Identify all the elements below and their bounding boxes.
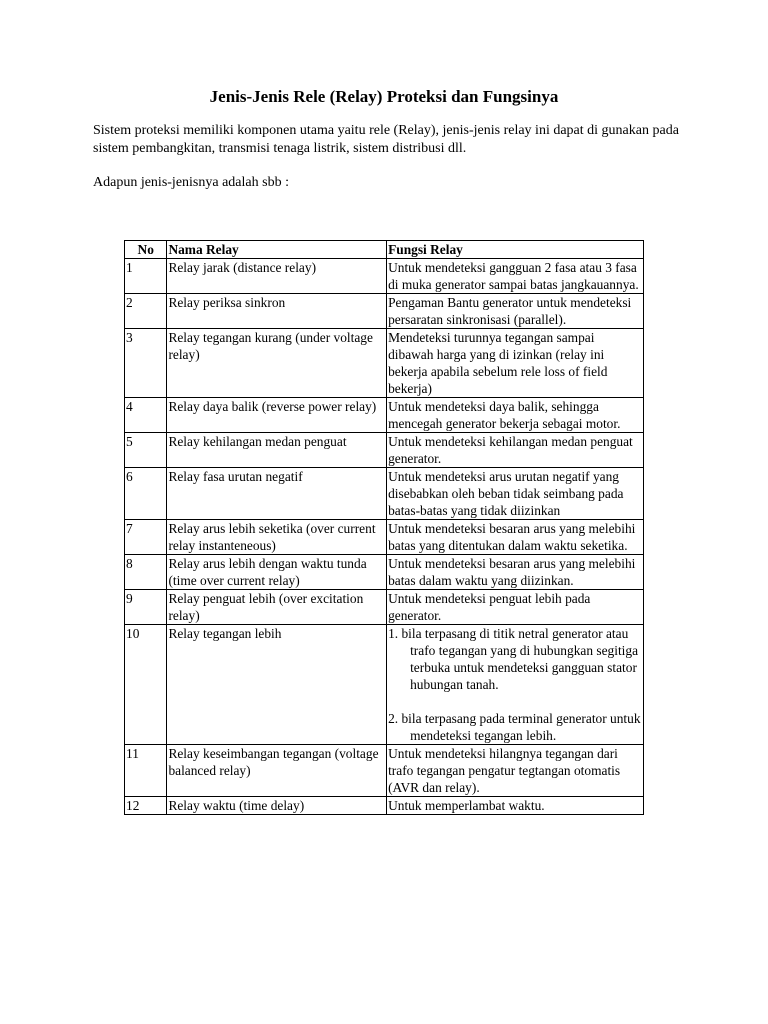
cell-function: Untuk mendeteksi kehilangan medan penguat generator. — [387, 433, 644, 468]
cell-name: Relay periksa sinkron — [167, 294, 387, 329]
cell-name: Relay penguat lebih (over excitation relay) — [167, 590, 387, 625]
cell-function: Untuk memperlambat waktu. — [387, 797, 644, 815]
cell-no: 2 — [125, 294, 167, 329]
table-row — [125, 398, 644, 433]
table-header-row — [125, 241, 644, 259]
header-name: Nama Relay — [167, 241, 387, 259]
cell-no: 8 — [125, 555, 167, 590]
cell-function: Mendeteksi turunnya tegangan sampai dibawah harga yang di izinkan (relay ini bekerja apabila sebelum rele loss of field bekerja) — [387, 329, 644, 398]
table-row — [125, 797, 644, 815]
cell-no: 12 — [125, 797, 167, 815]
cell-no: 7 — [125, 520, 167, 555]
header-function: Fungsi Relay — [387, 241, 644, 259]
header-no: No — [125, 241, 167, 259]
table-row — [125, 555, 644, 590]
intro-paragraph: Sistem proteksi memiliki komponen utama yaitu rele (Relay), jenis-jenis relay ini dapat di gunakan pada sistem pembangkitan, transmisi tenaga listrik, sistem distribusi dll. — [93, 123, 679, 156]
cell-name: Relay arus lebih dengan waktu tunda (time over current relay) — [167, 555, 387, 590]
cell-function — [387, 625, 644, 745]
cell-name: Relay waktu (time delay) — [167, 797, 387, 815]
function-list — [388, 625, 642, 744]
cell-name: Relay tegangan kurang (under voltage relay) — [167, 329, 387, 398]
cell-no: 6 — [125, 468, 167, 520]
table-row — [125, 329, 644, 398]
table-row — [125, 259, 644, 294]
table-row — [125, 625, 644, 745]
cell-name: Relay kehilangan medan penguat — [167, 433, 387, 468]
cell-name: Relay arus lebih seketika (over current relay instanteneous) — [167, 520, 387, 555]
cell-name: Relay jarak (distance relay) — [167, 259, 387, 294]
cell-name: Relay keseimbangan tegangan (voltage balanced relay) — [167, 745, 387, 797]
cell-no: 9 — [125, 590, 167, 625]
cell-function: Untuk mendeteksi hilangnya tegangan dari trafo tegangan pengatur tegtangan otomatis (AVR dan relay). — [387, 745, 644, 797]
intro-section — [93, 122, 683, 192]
table-row — [125, 433, 644, 468]
cell-name: Relay fasa urutan negatif — [167, 468, 387, 520]
table-row — [125, 294, 644, 329]
cell-function: Untuk mendeteksi penguat lebih pada generator. — [387, 590, 644, 625]
page-title: Jenis-Jenis Rele (Relay) Proteksi dan Fungsinya — [209, 87, 559, 106]
cell-function: Untuk mendeteksi arus urutan negatif yang disebabkan oleh beban tidak seimbang pada batas-batas yang tidak diizinkan — [387, 468, 644, 520]
cell-no: 3 — [125, 329, 167, 398]
relay-table — [124, 240, 644, 815]
cell-function: Pengaman Bantu generator untuk mendeteksi persaratan sinkronisasi (parallel). — [387, 294, 644, 329]
lead-paragraph: Adapun jenis-jenisnya adalah sbb : — [93, 175, 289, 190]
function-list-item: 1. bila terpasang di titik netral generator atau trafo tegangan yang di hubungkan segitiga terbuka untuk mendeteksi gangguan stator hubungan tanah. — [388, 626, 639, 692]
cell-name: Relay daya balik (reverse power relay) — [167, 398, 387, 433]
cell-no: 5 — [125, 433, 167, 468]
cell-function: Untuk mendeteksi daya balik, sehingga mencegah generator bekerja sebagai motor. — [387, 398, 644, 433]
cell-function: Untuk mendeteksi gangguan 2 fasa atau 3 fasa di muka generator sampai batas jangkauannya. — [387, 259, 644, 294]
table-row — [125, 520, 644, 555]
function-list-item: 2. bila terpasang pada terminal generator untuk mendeteksi tegangan lebih. — [388, 711, 641, 743]
cell-no: 4 — [125, 398, 167, 433]
table-row — [125, 745, 644, 797]
cell-function: Untuk mendeteksi besaran arus yang melebihi batas dalam waktu yang diizinkan. — [387, 555, 644, 590]
table-row — [125, 468, 644, 520]
table-row — [125, 590, 644, 625]
cell-no: 1 — [125, 259, 167, 294]
cell-function: Untuk mendeteksi besaran arus yang melebihi batas yang ditentukan dalam waktu seketika. — [387, 520, 644, 555]
cell-no: 11 — [125, 745, 167, 797]
cell-no: 10 — [125, 625, 167, 745]
cell-name: Relay tegangan lebih — [167, 625, 387, 745]
